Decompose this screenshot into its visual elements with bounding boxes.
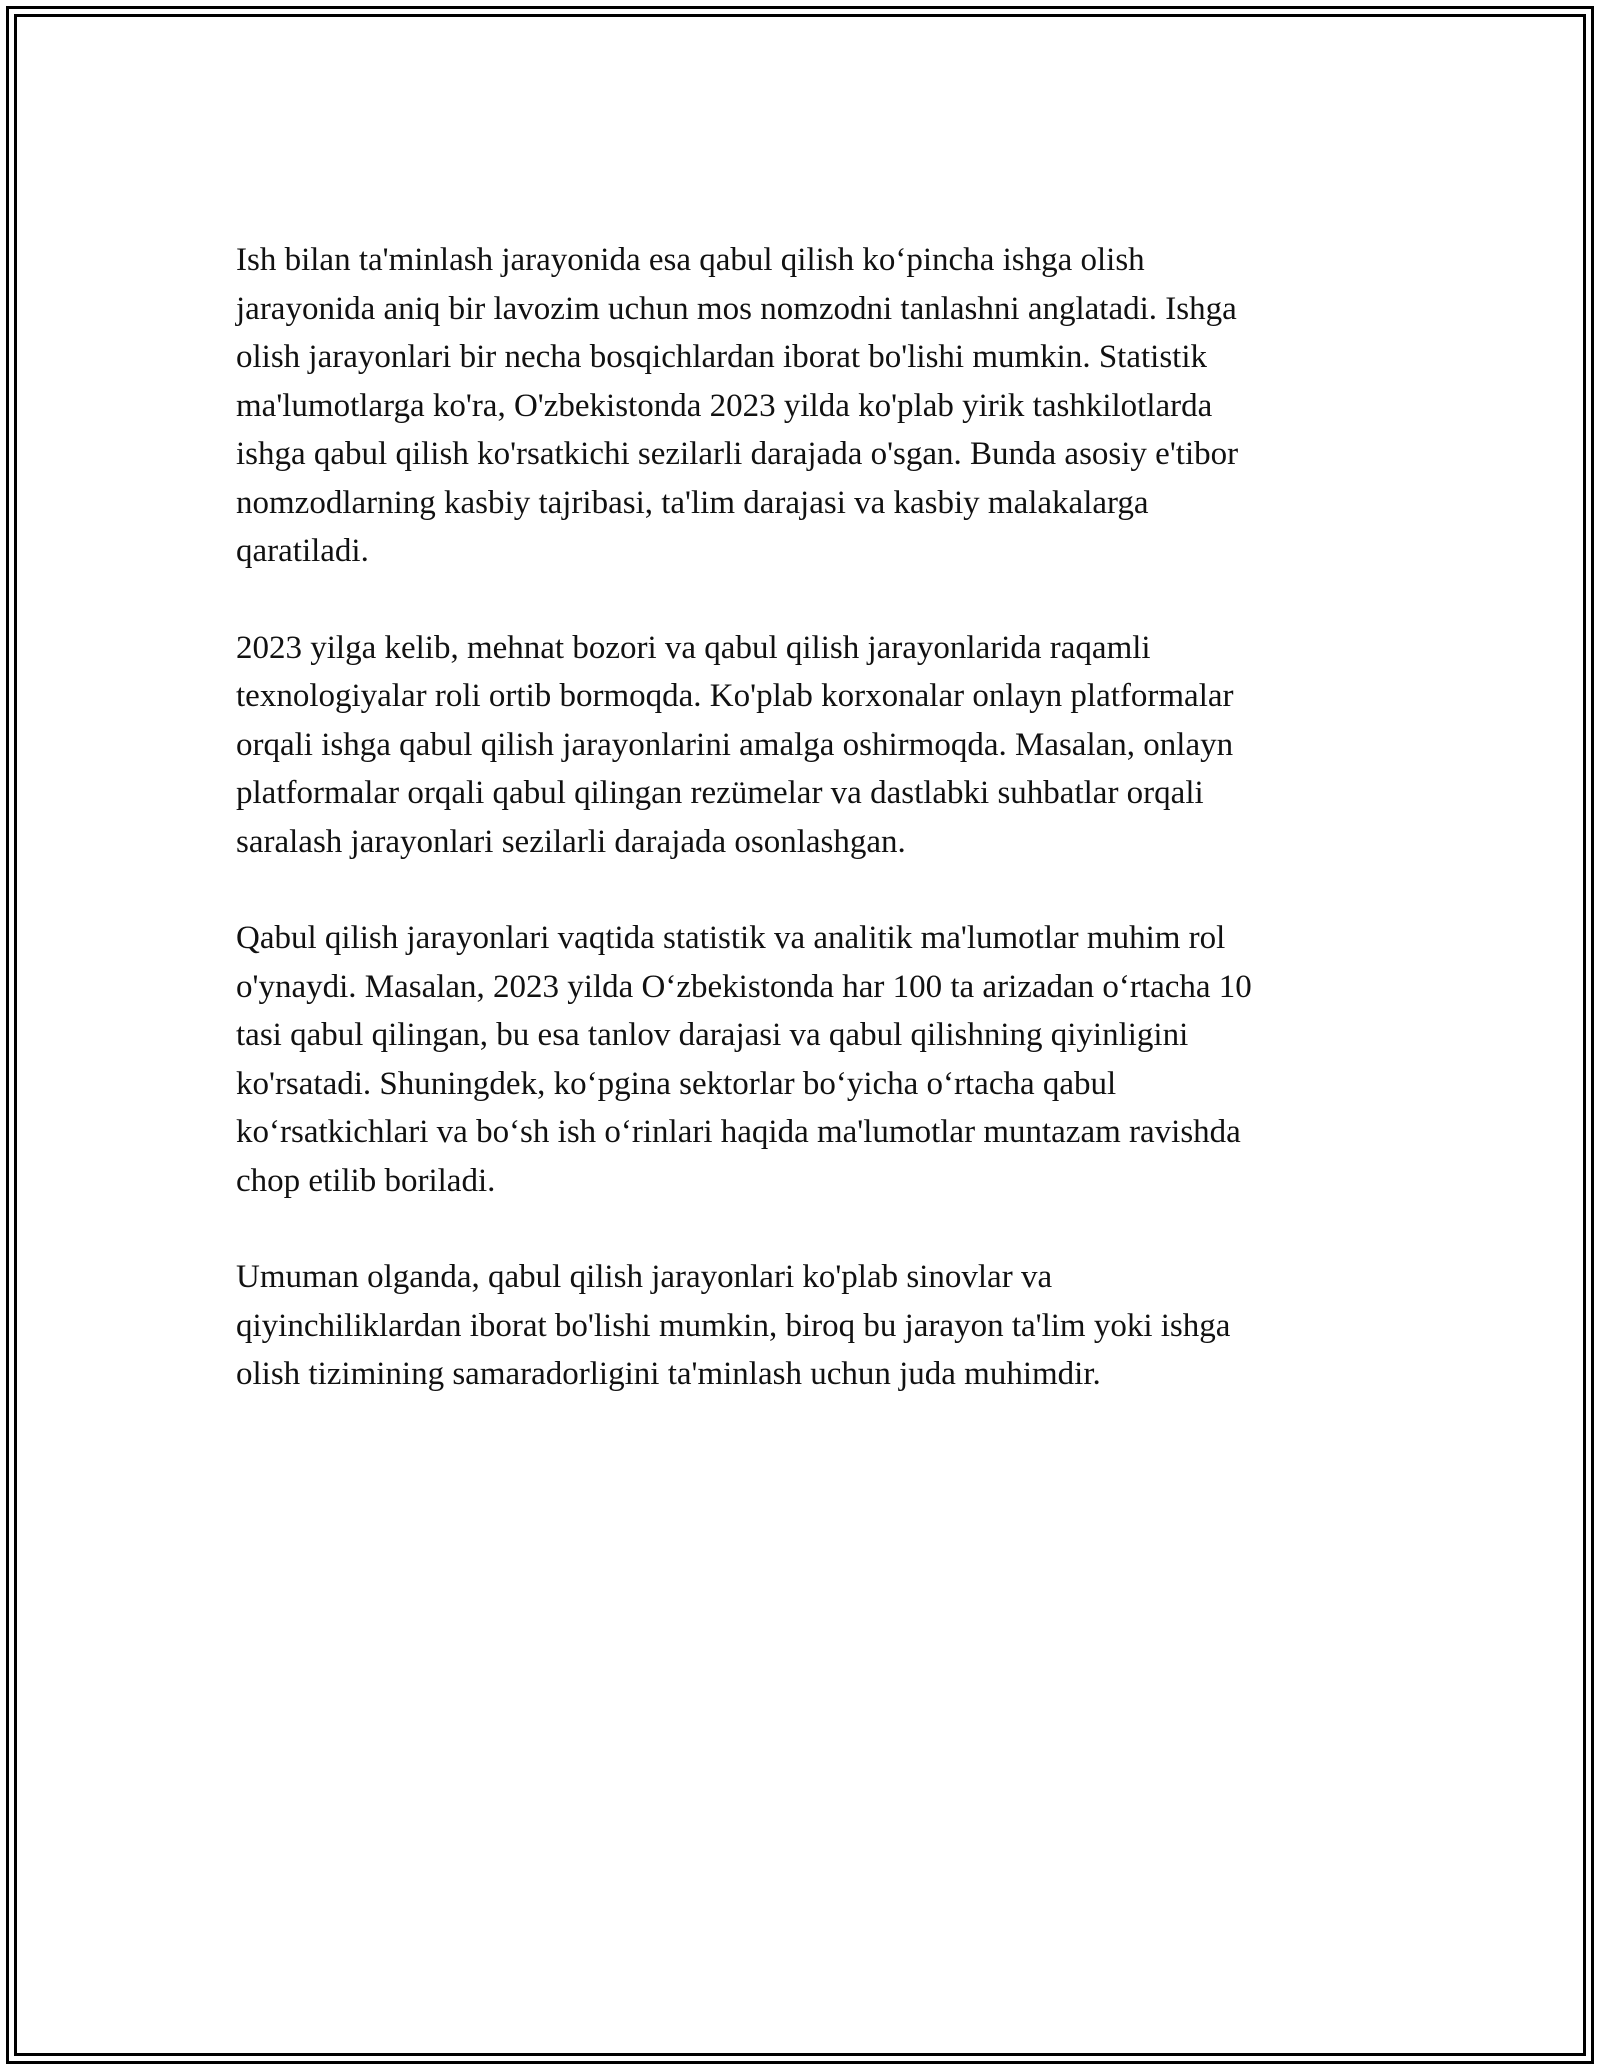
- text-line: ma'lumotlarga ko'ra, O'zbekistonda 2023 yilda ko'plab yirik tashkilotlarda: [236, 387, 1213, 424]
- text-line: orqali ishga qabul qilish jarayonlarini amalga oshirmoqda. Masalan, onlayn: [236, 726, 1234, 763]
- text-line: olish jarayonlari bir necha bosqichlardan iborat bo'lishi mumkin. Statistik: [236, 339, 1208, 375]
- text-line: qaratiladi.: [236, 533, 369, 569]
- text-line: ko'rsatadi. Shuningdek, ko‘pgina sektorlar bo‘yicha o‘rtacha qabul: [236, 1065, 1117, 1102]
- text-line: platformalar orqali qabul qilingan rezümelar va dastlabki suhbatlar orqali: [236, 775, 1204, 811]
- paragraph-conclusion: [236, 1253, 1376, 1399]
- text-line: nomzodlarning kasbiy tajribasi, ta'lim darajasi va kasbiy malakalarga: [236, 484, 1149, 521]
- text-line: saralash jarayonlari sezilarli darajada osonlashgan.: [236, 823, 906, 860]
- text-line: Ish bilan ta'minlash jarayonida esa qabul qilish ko‘pincha ishga olish: [236, 242, 1145, 278]
- text-line: tasi qabul qilingan, bu esa tanlov darajasi va qabul qilishning qiyinligini: [236, 1017, 1189, 1053]
- text-line: texnologiyalar roli ortib bormoqda. Ko'plab korxonalar onlayn platformalar: [236, 678, 1234, 714]
- text-line: 2023 yilga kelib, mehnat bozori va qabul qilish jarayonlarida raqamli: [236, 629, 1151, 666]
- text-line: chop etilib boriladi.: [236, 1162, 496, 1199]
- text-line: jarayonida aniq bir lavozim uchun mos nomzodni tanlashni anglatadi. Ishga: [236, 290, 1237, 327]
- text-line: olish tizimining samaradorligini ta'minlash uchun juda muhimdir.: [236, 1356, 1101, 1392]
- text-line: Umuman olganda, qabul qilish jarayonlari ko'plab sinovlar va: [236, 1259, 1053, 1295]
- paragraph-digital-technologies: [236, 624, 1376, 867]
- text-line: Qabul qilish jarayonlari vaqtida statistik va analitik ma'lumotlar muhim rol: [236, 920, 1226, 956]
- text-line: ishga qabul qilish ko'rsatkichi sezilarli darajada o'sgan. Bunda asosiy e'tibor: [236, 436, 1239, 472]
- text-line: o'ynaydi. Masalan, 2023 yilda O‘zbekistonda har 100 ta arizadan o‘rtacha 10: [236, 968, 1252, 1005]
- text-line: qiyinchiliklardan iborat bo'lishi mumkin, biroq bu jarayon ta'lim yoki ishga: [236, 1307, 1231, 1344]
- text-line: ko‘rsatkichlari va bo‘sh ish o‘rinlari haqida ma'lumotlar muntazam ravishda: [236, 1114, 1241, 1150]
- document-body: [236, 236, 1376, 1399]
- paragraph-hiring-process: [236, 236, 1376, 576]
- paragraph-statistics: [236, 914, 1376, 1205]
